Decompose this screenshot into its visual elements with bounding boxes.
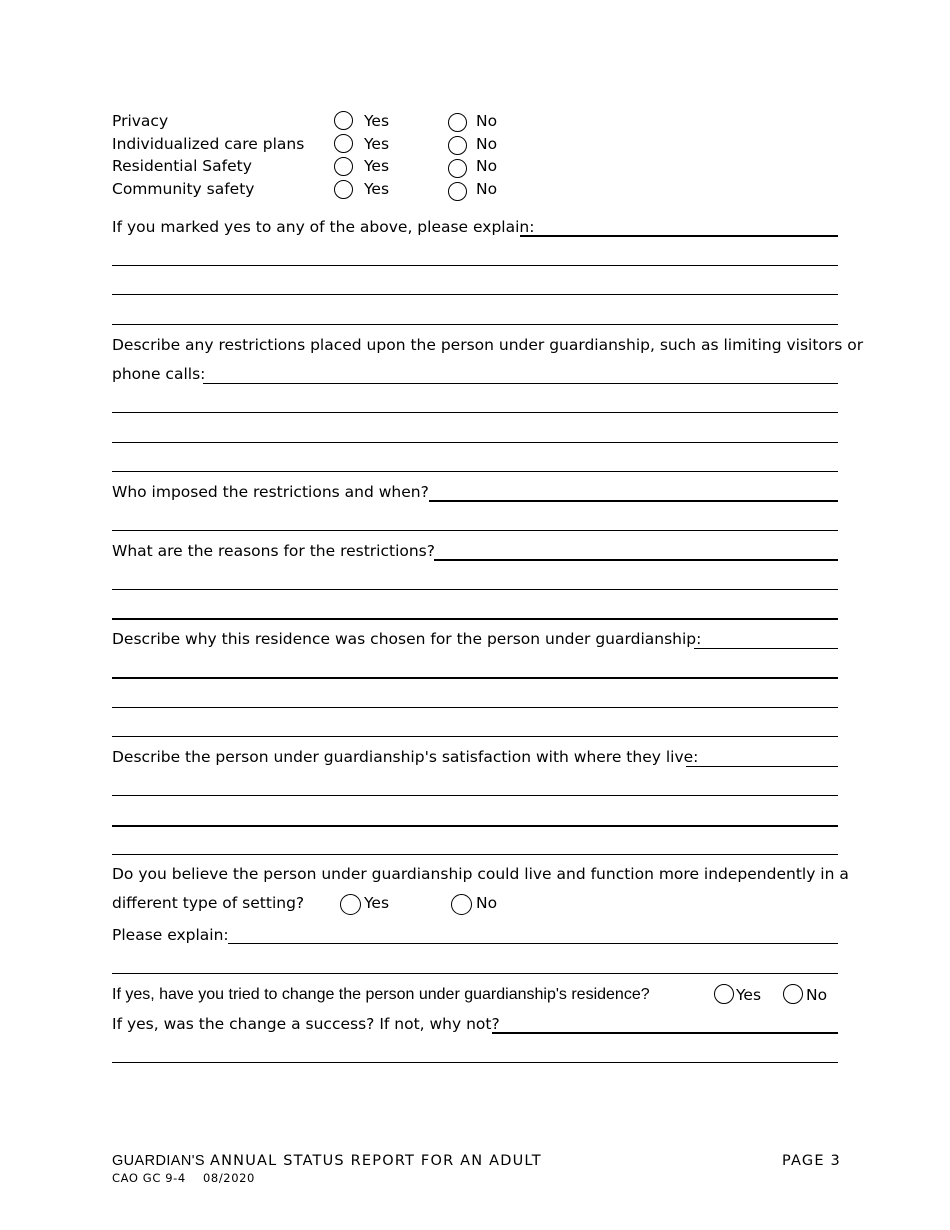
why-residence-label: Describe why this residence was chosen for the person under guardianship: — [112, 630, 702, 648]
independent-no-label: No — [476, 894, 498, 912]
satisfaction-line-1[interactable] — [686, 766, 838, 767]
change-success-line-2[interactable] — [112, 1062, 838, 1063]
footer-page-number: PAGE 3 — [782, 1153, 841, 1169]
explain-yes-line-4[interactable] — [112, 324, 838, 325]
reasons-label: What are the reasons for the restrictions? — [112, 542, 435, 560]
change-success-line-1[interactable] — [492, 1032, 838, 1034]
explain-yes-line-1[interactable] — [520, 235, 838, 237]
community-safety-no-radio[interactable] — [448, 182, 467, 201]
explain-yes-line-2[interactable] — [112, 265, 838, 266]
restrictions-line-2[interactable] — [112, 412, 838, 413]
satisfaction-line-2[interactable] — [112, 795, 838, 796]
reasons-line-2[interactable] — [112, 589, 838, 590]
privacy-no-label: No — [476, 112, 498, 130]
care-plans-no-radio[interactable] — [448, 136, 467, 155]
independent-label-line-1: Do you believe the person under guardianship could live and function more independently in a — [112, 865, 849, 883]
residential-safety-yes-radio[interactable] — [334, 157, 353, 176]
residential-safety-yes-label: Yes — [364, 157, 390, 175]
privacy-yes-label: Yes — [364, 112, 390, 130]
checklist-label-community-safety: Community safety — [112, 180, 255, 198]
who-imposed-label: Who imposed the restrictions and when? — [112, 483, 429, 501]
tried-change-no-radio[interactable] — [783, 984, 803, 1004]
tried-change-yes-radio[interactable] — [714, 984, 734, 1004]
who-imposed-line-1[interactable] — [429, 500, 838, 502]
please-explain-line-2[interactable] — [112, 973, 838, 974]
reasons-line-3[interactable] — [112, 618, 838, 620]
residential-safety-no-label: No — [476, 157, 498, 175]
community-safety-yes-label: Yes — [364, 180, 390, 198]
restrictions-label-line-1: Describe any restrictions placed upon the person under guardianship, such as limiting visitors or — [112, 336, 864, 354]
community-safety-no-label: No — [476, 180, 498, 198]
satisfaction-line-4[interactable] — [112, 854, 838, 855]
care-plans-yes-radio[interactable] — [334, 134, 353, 153]
checklist-label-privacy: Privacy — [112, 112, 169, 130]
community-safety-yes-radio[interactable] — [334, 180, 353, 199]
independent-yes-label: Yes — [364, 894, 390, 912]
restrictions-line-3[interactable] — [112, 442, 838, 443]
who-imposed-line-2[interactable] — [112, 530, 838, 531]
checklist-label-care-plans: Individualized care plans — [112, 135, 305, 153]
footer-title-a: GUARDIAN'S — [112, 1153, 205, 1169]
restrictions-line-1[interactable] — [203, 383, 838, 384]
please-explain-label: Please explain: — [112, 926, 229, 944]
care-plans-no-label: No — [476, 135, 498, 153]
residential-safety-no-radio[interactable] — [448, 159, 467, 178]
tried-change-no-label: No — [806, 986, 828, 1004]
privacy-yes-radio[interactable] — [334, 111, 353, 130]
reasons-line-1[interactable] — [434, 559, 838, 561]
privacy-no-radio[interactable] — [448, 113, 467, 132]
please-explain-line-1[interactable] — [228, 943, 838, 944]
satisfaction-line-3[interactable] — [112, 825, 838, 827]
tried-change-yes-label: Yes — [736, 986, 762, 1004]
tried-change-label: If yes, have you tried to change the person under guardianship's residence? — [112, 986, 650, 1003]
satisfaction-label: Describe the person under guardianship's satisfaction with where they live: — [112, 748, 699, 766]
footer-form-id: CAO GC 9-4 — [112, 1171, 186, 1185]
why-residence-line-3[interactable] — [112, 707, 838, 708]
restrictions-label-line-2: phone calls: — [112, 365, 206, 383]
independent-label-line-2: different type of setting? — [112, 894, 305, 912]
independent-no-radio[interactable] — [451, 894, 472, 915]
why-residence-line-4[interactable] — [112, 736, 838, 737]
footer-title-b: ANNUAL STATUS REPORT FOR AN ADULT — [210, 1153, 542, 1169]
restrictions-line-4[interactable] — [112, 471, 838, 472]
footer-date: 08/2020 — [203, 1171, 255, 1185]
change-success-label: If yes, was the change a success? If not, why not? — [112, 1015, 500, 1033]
explain-yes-label: If you marked yes to any of the above, please explain: — [112, 218, 535, 236]
why-residence-line-1[interactable] — [694, 648, 838, 649]
explain-yes-line-3[interactable] — [112, 294, 838, 295]
independent-yes-radio[interactable] — [340, 894, 361, 915]
checklist-label-residential-safety: Residential Safety — [112, 157, 252, 175]
care-plans-yes-label: Yes — [364, 135, 390, 153]
why-residence-line-2[interactable] — [112, 677, 838, 679]
